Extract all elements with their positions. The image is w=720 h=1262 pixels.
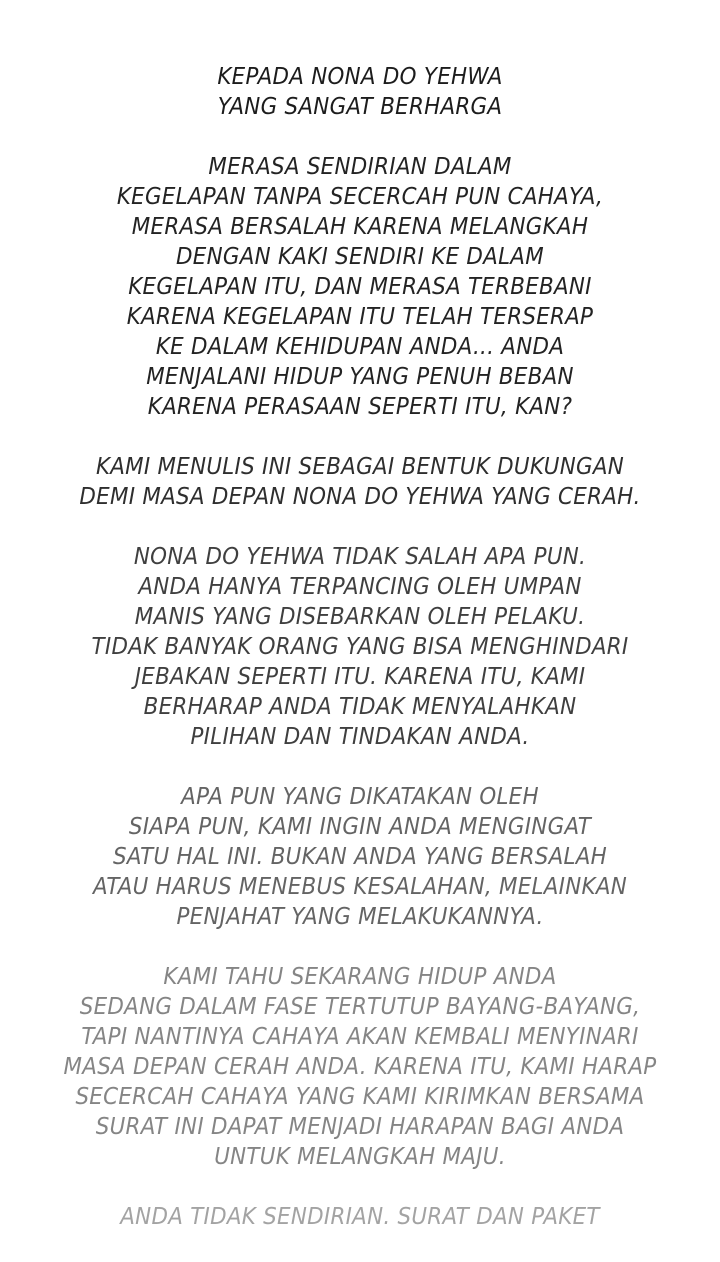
greeting-paragraph	[0, 62, 720, 122]
text-line: KAMI TAHU SEKARANG HIDUP ANDA	[163, 964, 557, 990]
text-line: ATAU HARUS MENEBUS KESALAHAN, MELAINKAN	[92, 874, 628, 900]
text-line: KEGELAPAN TANPA SECERCAH PUN CAHAYA,	[116, 184, 604, 210]
text-line: SATU HAL INI. BUKAN ANDA YANG BERSALAH	[112, 844, 608, 870]
text-line: PENJAHAT YANG MELAKUKANNYA.	[176, 904, 544, 930]
text-line: APA PUN YANG DIKATAKAN OLEH	[181, 784, 539, 810]
text-line: SEDANG DALAM FASE TERTUTUP BAYANG-BAYANG,	[79, 994, 641, 1020]
text-line: KE DALAM KEHIDUPAN ANDA... ANDA	[155, 334, 565, 360]
text-line: YANG SANGAT BERHARGA	[217, 94, 503, 120]
text-line: ANDA HANYA TERPANCING OLEH UMPAN	[138, 574, 582, 600]
text-line: KARENA KEGELAPAN ITU TELAH TERSERAP	[126, 304, 594, 330]
text-line: JEBAKAN SEPERTI ITU. KARENA ITU, KAMI	[134, 664, 586, 690]
text-line: SECERCAH CAHAYA YANG KAMI KIRIMKAN BERSAMA	[75, 1084, 645, 1110]
text-line: DENGAN KAKI SENDIRI KE DALAM	[176, 244, 544, 270]
text-line: MANIS YANG DISEBARKAN OLEH PELAKU.	[134, 604, 586, 630]
paragraph-3	[0, 542, 720, 752]
text-line: DEMI MASA DEPAN NONA DO YEHWA YANG CERAH.	[79, 484, 641, 510]
text-line: MASA DEPAN CERAH ANDA. KARENA ITU, KAMI HARAP	[63, 1054, 657, 1080]
letter-text	[0, 62, 720, 1262]
text-line: ANDA TIDAK SENDIRIAN. SURAT DAN PAKET	[120, 1204, 600, 1230]
text-line: TIDAK BANYAK ORANG YANG BISA MENGHINDARI	[91, 634, 629, 660]
paragraph-1	[0, 152, 720, 422]
paragraph-4	[0, 782, 720, 932]
text-line: UNTUK MELANGKAH MAJU.	[214, 1144, 506, 1170]
text-line: KEGELAPAN ITU, DAN MERASA TERBEBANI	[128, 274, 592, 300]
text-line: KARENA PERASAAN SEPERTI ITU, KAN?	[147, 394, 573, 420]
paragraph-5	[0, 962, 720, 1172]
text-line: SURAT INI DAPAT MENJADI HARAPAN BAGI ANDA	[95, 1114, 625, 1140]
text-line: BERHARAP ANDA TIDAK MENYALAHKAN	[143, 694, 577, 720]
text-line: KAMI MENULIS INI SEBAGAI BENTUK DUKUNGAN	[95, 454, 625, 480]
paragraph-2	[0, 452, 720, 512]
text-line: MENJALANI HIDUP YANG PENUH BEBAN	[146, 364, 574, 390]
text-line: MERASA SENDIRIAN DALAM	[208, 154, 512, 180]
text-line: TAPI NANTINYA CAHAYA AKAN KEMBALI MENYINARI	[81, 1024, 639, 1050]
text-line: KEPADA NONA DO YEHWA	[217, 64, 503, 90]
paragraph-6	[0, 1202, 720, 1232]
text-line: NONA DO YEHWA TIDAK SALAH APA PUN.	[133, 544, 587, 570]
text-line: MERASA BERSALAH KARENA MELANGKAH	[131, 214, 589, 240]
text-line: SIAPA PUN, KAMI INGIN ANDA MENGINGAT	[128, 814, 592, 840]
text-line: PILIHAN DAN TINDAKAN ANDA.	[190, 724, 530, 750]
